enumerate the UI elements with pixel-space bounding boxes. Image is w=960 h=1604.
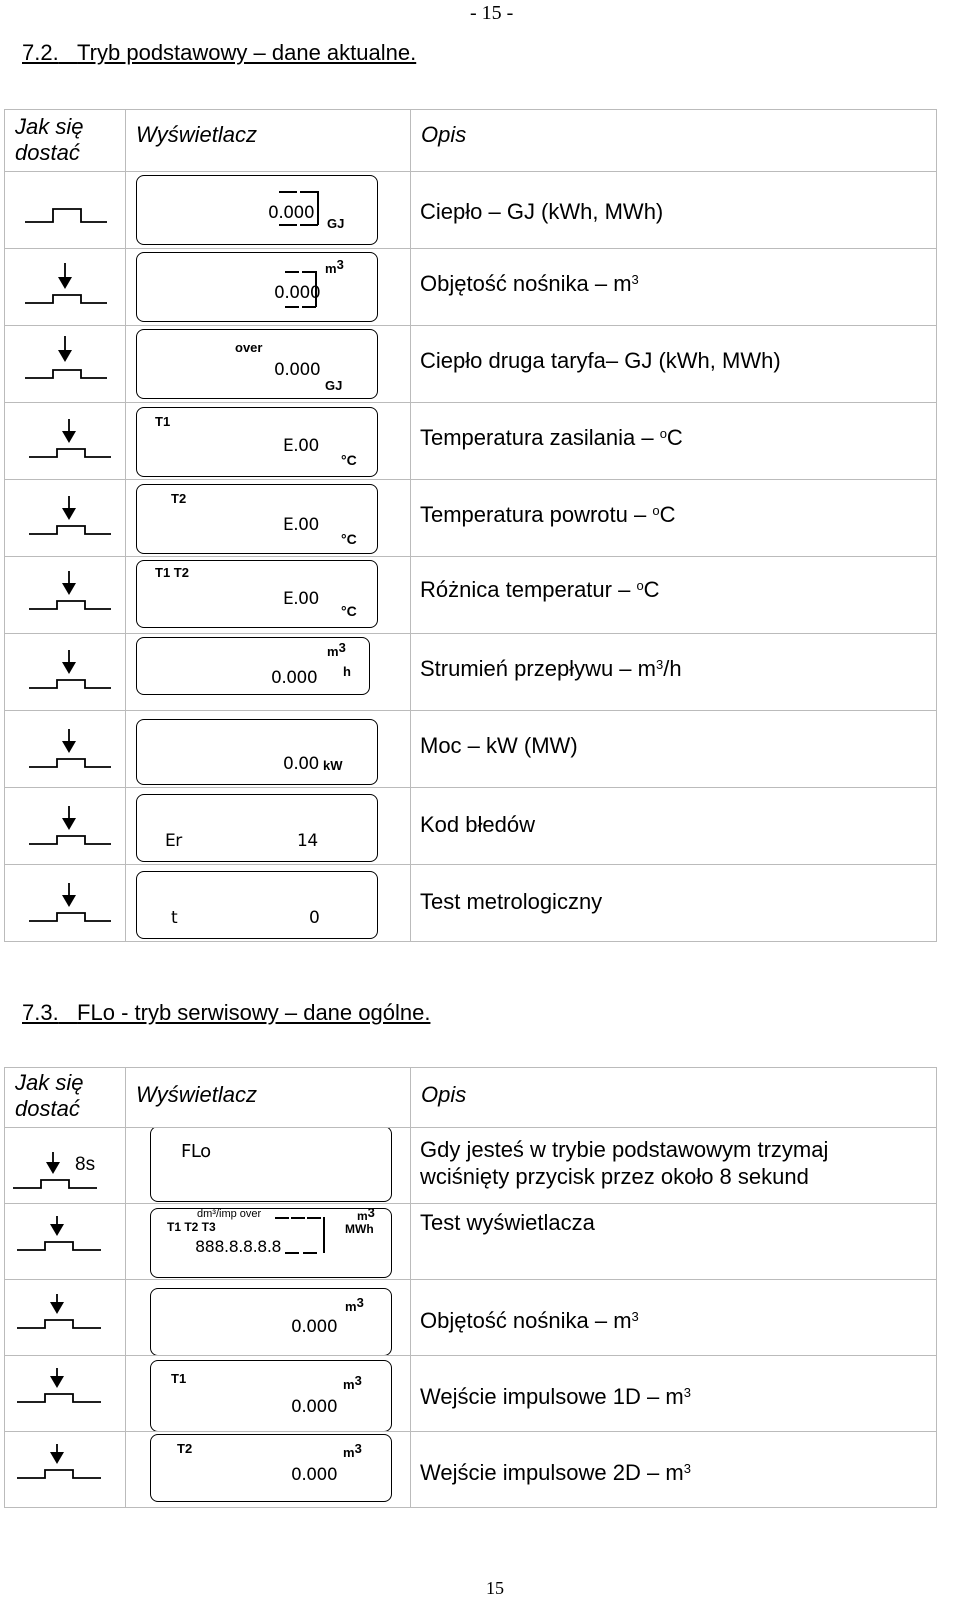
row-description: Test wyświetlacza <box>420 1210 595 1235</box>
lcd-unit: GJ <box>325 378 343 393</box>
row-description: Strumień przepływu – $m^3/h$ <box>420 656 682 681</box>
single-pulse-icon <box>5 172 126 249</box>
section-number: 7.3. <box>22 1000 59 1025</box>
display-cell <box>126 1280 411 1356</box>
lcd-unit: °C <box>341 603 357 619</box>
display-cell <box>126 480 411 557</box>
description-cell <box>411 865 937 942</box>
lcd-tag: T1 T2 <box>155 565 189 580</box>
press-arrow-icon <box>5 788 126 865</box>
how-cell <box>5 172 126 249</box>
lcd-display <box>136 871 378 939</box>
header-description: Opis <box>411 1068 937 1128</box>
description-cell <box>411 480 937 557</box>
lcd-value: 0.000 <box>291 1397 338 1417</box>
table-basic-mode <box>4 109 937 942</box>
lcd-unit-bottom: h <box>343 664 351 679</box>
how-cell <box>5 1432 126 1508</box>
hold-duration: 8s <box>75 1154 96 1175</box>
display-cell <box>126 865 411 942</box>
description-cell <box>411 172 937 249</box>
lcd-display <box>136 560 378 628</box>
how-cell <box>5 1204 126 1280</box>
lcd-display <box>136 794 378 862</box>
how-cell <box>5 249 126 326</box>
lcd-display <box>136 252 378 322</box>
row-description: Temperatura powrotu – $^o$C <box>420 502 676 527</box>
description-cell <box>411 1128 937 1204</box>
description-cell <box>411 634 937 711</box>
lcd-value: 0.000 <box>291 1317 338 1337</box>
lcd-unit: °C <box>341 452 357 468</box>
display-cell <box>126 403 411 480</box>
how-cell <box>5 788 126 865</box>
row-description: Wejście impulsowe $2D - m^3$ <box>420 1460 691 1485</box>
press-arrow-icon <box>5 1432 126 1508</box>
lcd-display <box>136 637 370 695</box>
header-how: Jak się dostać <box>5 1068 126 1128</box>
press-arrow-icon <box>5 634 126 711</box>
lcd-value: 0 <box>309 908 320 928</box>
description-cell <box>411 1204 937 1280</box>
display-cell <box>126 711 411 788</box>
section-heading: Tryb podstawowy – dane aktualne. <box>77 40 417 65</box>
lcd-label: over <box>235 340 263 355</box>
lcd-display <box>150 1128 392 1203</box>
lcd-display <box>150 1205 392 1278</box>
press-arrow-icon <box>5 865 126 942</box>
lcd-display <box>150 1288 392 1356</box>
lcd-unit: °C <box>341 531 357 547</box>
lcd-value: E.00 <box>283 436 319 456</box>
lcd-display <box>136 484 378 554</box>
display-cell <box>126 249 411 326</box>
section-number: 7.2. <box>22 40 59 65</box>
lcd-unit-bottom: MWh <box>345 1222 374 1236</box>
description-cell <box>411 788 937 865</box>
page-number-bottom: 15 <box>486 1578 504 1598</box>
row-description: Gdy jesteś w trybie podstawowym trzymaj wciśnięty przycisk przez około 8 sekund <box>420 1137 829 1189</box>
press-arrow-icon <box>5 249 126 326</box>
how-cell <box>5 557 126 634</box>
lcd-tag: T2 <box>171 491 187 506</box>
lcd-display <box>136 329 378 399</box>
lcd-value: 0.000 <box>274 283 321 303</box>
row-description: Moc – kW (MW) <box>420 733 578 758</box>
press-arrow-icon <box>5 1356 126 1432</box>
row-description: Ciepło druga taryfa– GJ (kWh, MWh) <box>420 348 781 373</box>
display-cell <box>126 172 411 249</box>
lcd-display <box>136 719 378 785</box>
how-cell <box>5 480 126 557</box>
press-arrow-icon <box>5 1204 126 1280</box>
lcd-tags: T1 T2 T3 <box>167 1220 216 1234</box>
press-arrow-icon <box>5 711 126 788</box>
display-cell <box>126 1356 411 1432</box>
description-cell <box>411 326 937 403</box>
description-cell <box>411 1280 937 1356</box>
lcd-value: 0.00 <box>283 754 319 774</box>
header-how: Jak się dostać <box>5 110 126 172</box>
how-cell <box>5 326 126 403</box>
lcd-unit: $m^3$ <box>343 1441 362 1460</box>
lcd-display <box>136 407 378 477</box>
section-heading: FLo - tryb serwisowy – dane ogólne. <box>77 1000 431 1025</box>
row-description: Objętość nośnika – $m^3$ <box>420 271 639 296</box>
display-cell <box>126 1128 411 1204</box>
lcd-value: 0.000 <box>268 203 315 223</box>
press-arrow-icon <box>5 557 126 634</box>
how-cell <box>5 1356 126 1432</box>
how-cell <box>5 403 126 480</box>
row-description: Objętość nośnika – $m^3$ <box>420 1308 639 1333</box>
lcd-unit: $m^3$ <box>345 1295 364 1314</box>
description-cell <box>411 249 937 326</box>
lcd-value: 0.000 <box>271 668 318 688</box>
header-display: Wyświetlacz <box>126 110 411 172</box>
press-arrow-icon <box>5 403 126 480</box>
description-cell <box>411 557 937 634</box>
description-cell <box>411 1356 937 1432</box>
lcd-value: E.00 <box>283 589 319 609</box>
section-title-7-3 <box>22 1000 430 1026</box>
lcd-value: 0.000 <box>291 1465 338 1485</box>
how-cell <box>5 1128 126 1204</box>
how-cell <box>5 1280 126 1356</box>
display-cell <box>126 1204 411 1280</box>
header-display: Wyświetlacz <box>126 1068 411 1128</box>
row-description: Różnica temperatur – $^o$C <box>420 577 660 602</box>
how-cell <box>5 865 126 942</box>
how-cell <box>5 711 126 788</box>
lcd-value: E.00 <box>283 515 319 535</box>
lcd-unit: $m^3$ <box>325 257 344 276</box>
lcd-top-labels: dm³/imp over <box>197 1208 262 1220</box>
row-description: Test metrologiczny <box>420 889 603 914</box>
description-cell <box>411 403 937 480</box>
table-service-mode <box>4 1067 937 1508</box>
lcd-label: FLo <box>181 1141 211 1162</box>
lcd-unit: GJ <box>327 216 345 231</box>
display-cell <box>126 326 411 403</box>
row-description: Ciepło – GJ (kWh, MWh) <box>420 199 664 224</box>
display-cell <box>126 788 411 865</box>
lcd-display <box>150 1434 392 1502</box>
how-cell <box>5 634 126 711</box>
lcd-tag: T1 <box>155 414 171 429</box>
header-description: Opis <box>411 110 937 172</box>
lcd-display <box>136 175 378 245</box>
lcd-unit-top: $m^3$ <box>357 1205 375 1223</box>
section-title-7-2 <box>22 40 416 66</box>
lcd-label: t <box>171 908 178 928</box>
description-cell <box>411 1432 937 1508</box>
press-arrow-icon <box>5 1128 126 1204</box>
display-cell <box>126 557 411 634</box>
row-description: Wejście impulsowe $1D - m^3$ <box>420 1384 691 1409</box>
lcd-value: 0.000 <box>274 360 321 380</box>
page-number-top: - 15 - <box>470 2 514 24</box>
row-description: Temperatura zasilania – $^o$C <box>420 425 683 450</box>
lcd-unit: $m^3$ <box>343 1373 362 1392</box>
row-description: Kod błedów <box>420 812 535 837</box>
lcd-label: Er <box>165 831 182 851</box>
press-arrow-icon <box>5 1280 126 1356</box>
press-arrow-icon <box>5 326 126 403</box>
display-cell <box>126 634 411 711</box>
lcd-tag: T1 <box>171 1371 187 1386</box>
description-cell <box>411 711 937 788</box>
lcd-unit: kW <box>323 758 343 773</box>
press-arrow-icon <box>5 480 126 557</box>
lcd-unit-top: $m^3$ <box>327 640 346 659</box>
lcd-value: 888.8.8.8.8 <box>195 1237 282 1256</box>
display-cell <box>126 1432 411 1508</box>
lcd-display <box>150 1360 392 1432</box>
lcd-value: 14 <box>297 831 318 851</box>
lcd-tag: T2 <box>177 1441 193 1456</box>
